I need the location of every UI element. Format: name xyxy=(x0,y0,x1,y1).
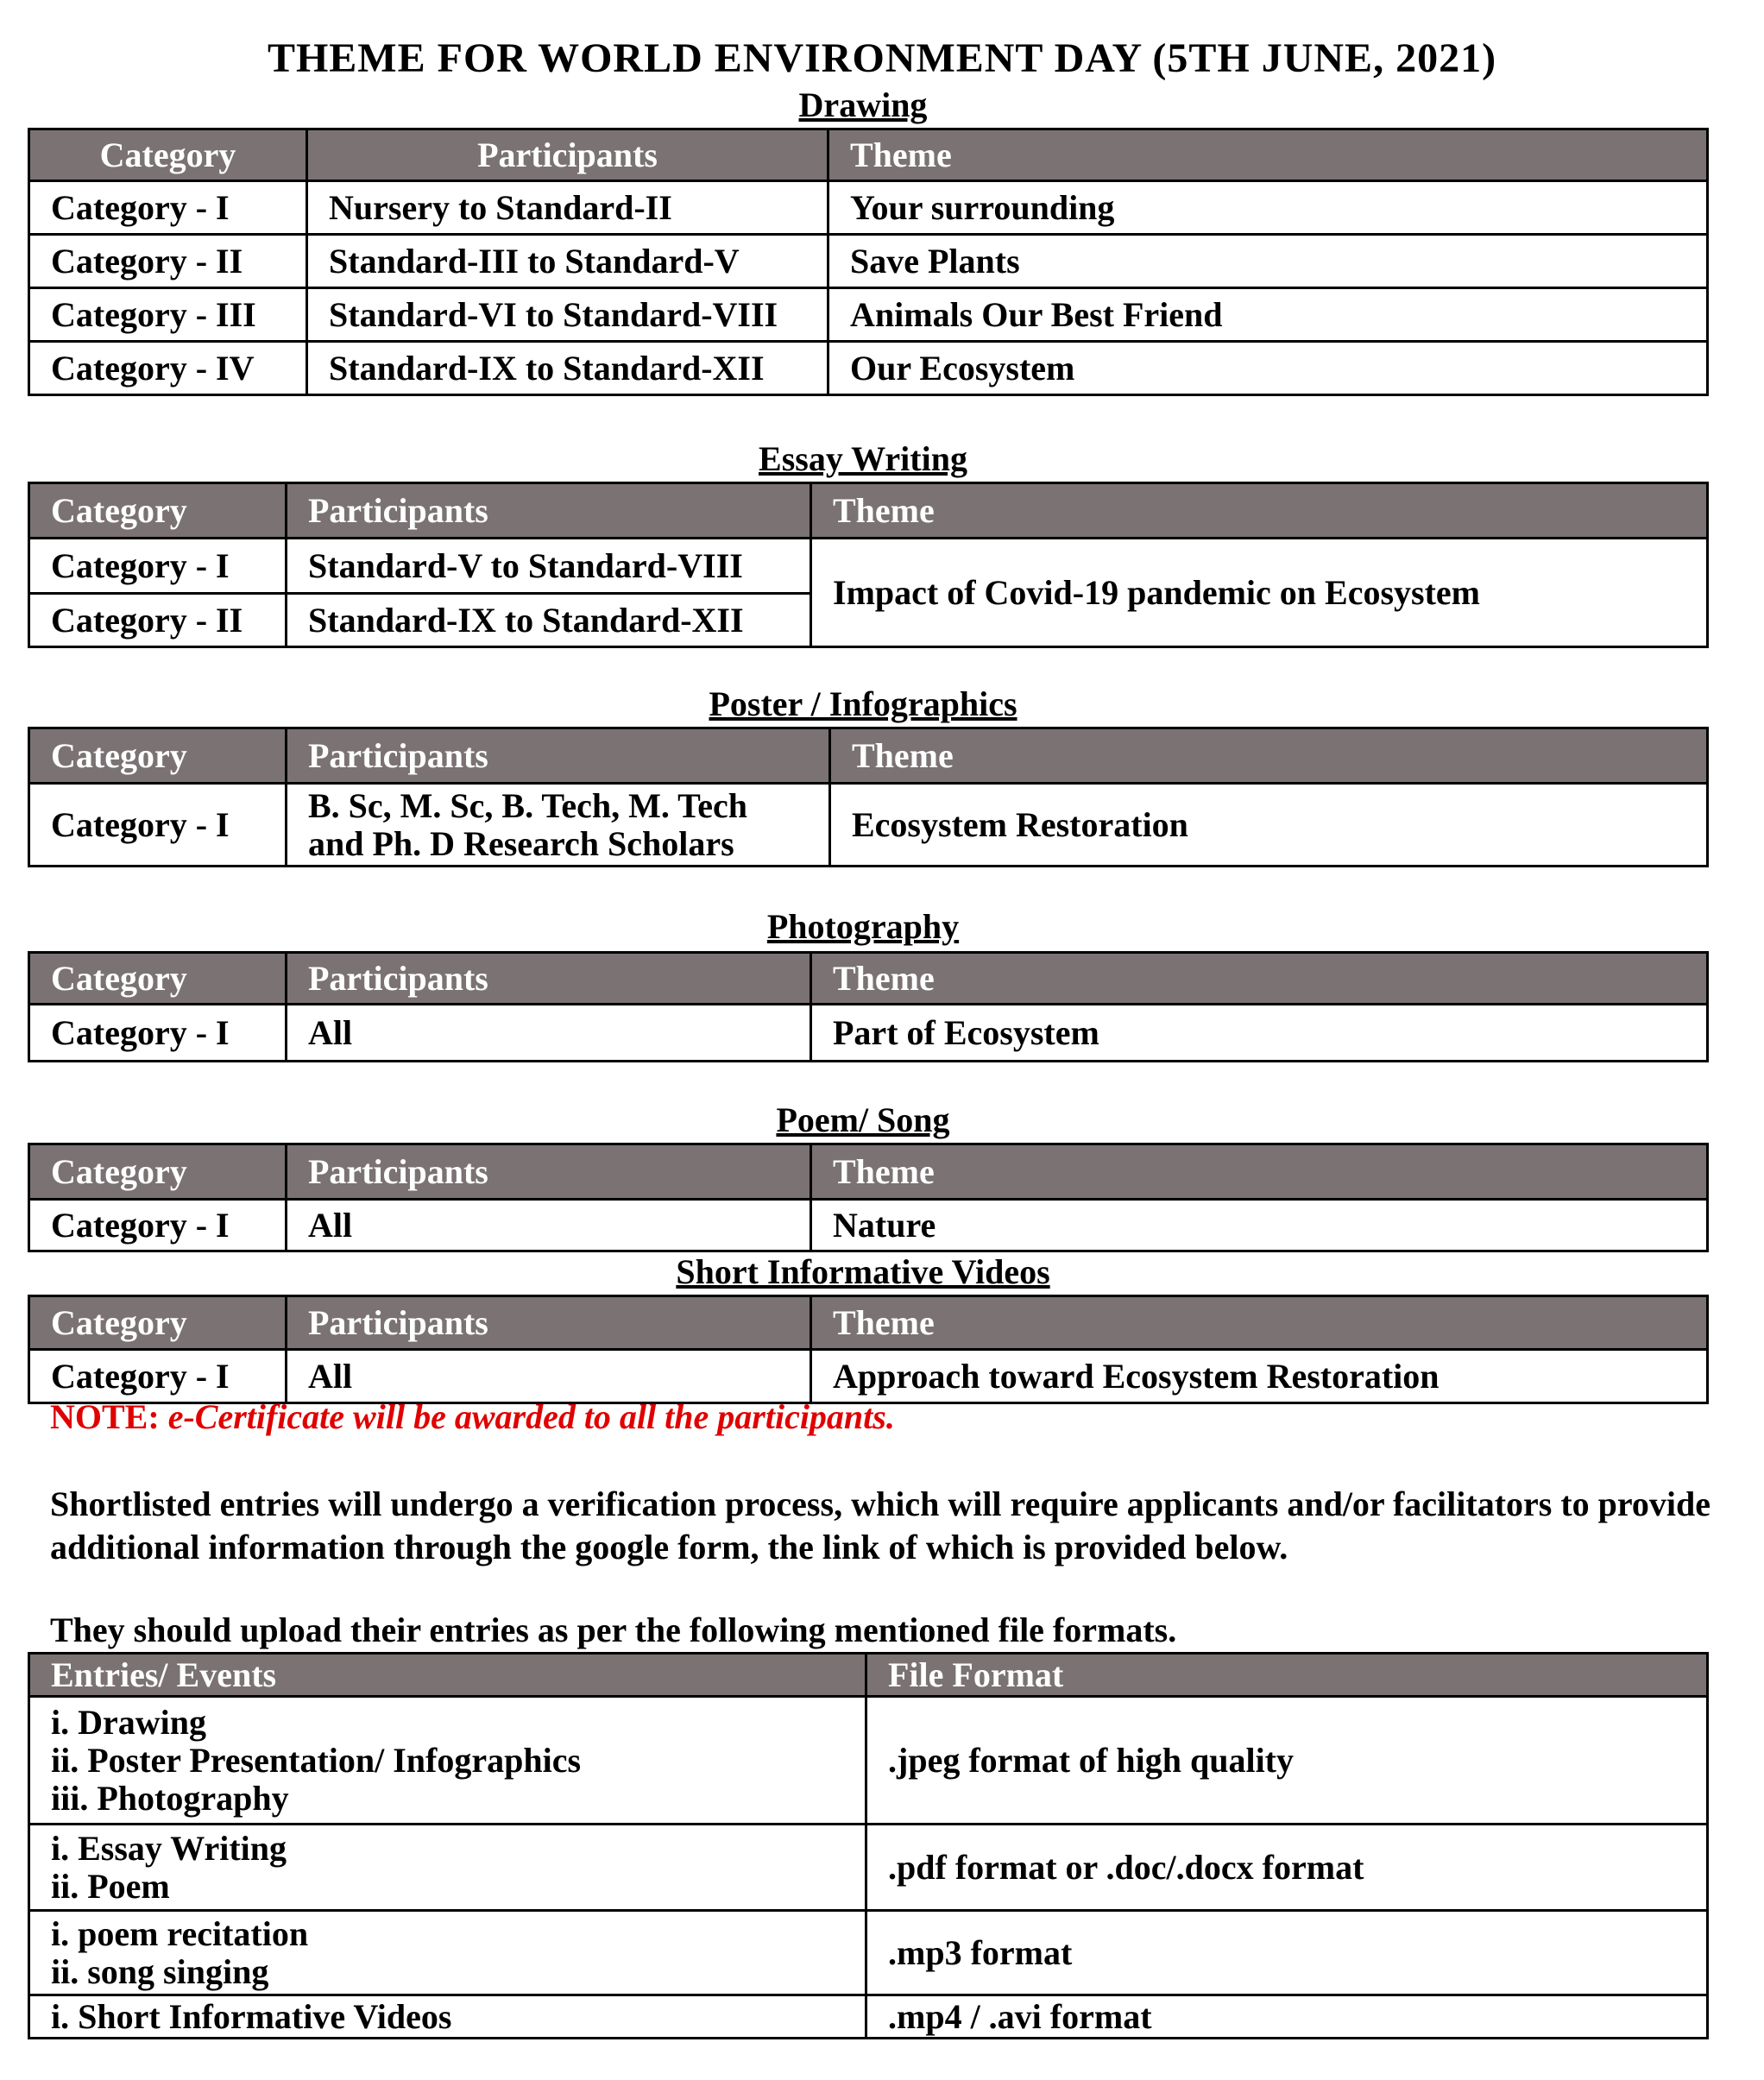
table-row xyxy=(29,539,1708,594)
table-row xyxy=(29,1911,1708,1995)
upload-instruction: They should upload their entries as per the following mentioned file formats. xyxy=(50,1610,1177,1649)
entry-line: ii. Poem xyxy=(51,1866,170,1906)
header-participants: Participants xyxy=(287,1144,811,1200)
participants-cell: Standard-III to Standard-V xyxy=(307,235,828,288)
essay-table xyxy=(28,482,1709,648)
table-header-row xyxy=(29,483,1708,539)
table-row xyxy=(29,1825,1708,1911)
table-row xyxy=(29,342,1708,395)
participants-cell: Standard-V to Standard-VIII xyxy=(287,539,811,594)
videos-heading: Short Informative Videos xyxy=(676,1252,1050,1291)
header-participants: Participants xyxy=(287,483,811,539)
table-header-row xyxy=(29,953,1708,1005)
header-category: Category xyxy=(29,1144,287,1200)
header-theme: Theme xyxy=(811,483,1708,539)
entry-line: i. Drawing xyxy=(51,1702,206,1742)
poem-heading: Poem/ Song xyxy=(776,1100,950,1139)
theme-cell: Your surrounding xyxy=(828,181,1708,235)
category-cell: Category - I xyxy=(29,784,287,867)
theme-cell: Approach toward Ecosystem Restoration xyxy=(811,1350,1708,1403)
category-cell: Category - I xyxy=(29,1350,287,1403)
entries-cell xyxy=(29,1697,866,1825)
table-header-row xyxy=(29,1144,1708,1200)
format-cell: .pdf format or .doc/.docx format xyxy=(866,1825,1708,1911)
participants-cell: Standard-VI to Standard-VIII xyxy=(307,288,828,342)
essay-heading: Essay Writing xyxy=(759,439,967,478)
entry-line: ii. song singing xyxy=(51,1951,269,1991)
table-row xyxy=(29,235,1708,288)
header-theme: Theme xyxy=(811,953,1708,1005)
theme-cell: Save Plants xyxy=(828,235,1708,288)
entries-cell xyxy=(29,1911,866,1995)
theme-cell: Nature xyxy=(811,1200,1708,1251)
category-cell: Category - II xyxy=(29,594,287,647)
table-row xyxy=(29,288,1708,342)
header-category: Category xyxy=(29,129,307,181)
category-cell: Category - II xyxy=(29,235,307,288)
header-participants: Participants xyxy=(287,728,830,784)
participants-line: B. Sc, M. Sc, B. Tech, M. Tech xyxy=(308,785,747,825)
entry-line: iii. Photography xyxy=(51,1778,289,1818)
drawing-heading: Drawing xyxy=(798,85,928,124)
table-header-row xyxy=(29,728,1708,784)
theme-cell: Ecosystem Restoration xyxy=(830,784,1708,867)
participants-cell: All xyxy=(287,1200,811,1251)
table-header-row xyxy=(29,1296,1708,1350)
table-row xyxy=(29,784,1708,867)
category-cell: Category - I xyxy=(29,1005,287,1062)
page-title: THEME FOR WORLD ENVIRONMENT DAY (5TH JUNE, 2021) xyxy=(267,35,1497,81)
format-cell: .mp4 / .avi format xyxy=(866,1995,1708,2039)
table-row xyxy=(29,1350,1708,1403)
table-row xyxy=(29,181,1708,235)
photography-heading: Photography xyxy=(766,907,960,946)
participants-cell: All xyxy=(287,1350,811,1403)
poster-table xyxy=(28,727,1709,867)
format-cell: .jpeg format of high quality xyxy=(866,1697,1708,1825)
note-text: e-Certificate will be awarded to all the participants. xyxy=(167,1397,895,1436)
participants-line: and Ph. D Research Scholars xyxy=(308,823,734,863)
drawing-table xyxy=(28,128,1709,396)
entry-line: ii. Poster Presentation/ Infographics xyxy=(51,1740,582,1780)
entry-line: i. Essay Writing xyxy=(51,1828,287,1868)
table-row xyxy=(29,1995,1708,2039)
table-header-row xyxy=(29,129,1708,181)
note-label: NOTE: xyxy=(50,1397,160,1436)
category-cell: Category - I xyxy=(29,1200,287,1251)
category-cell: Category - IV xyxy=(29,342,307,395)
entry-line: i. poem recitation xyxy=(51,1913,309,1953)
table-header-row xyxy=(29,1654,1708,1697)
participants-cell: All xyxy=(287,1005,811,1062)
header-participants: Participants xyxy=(287,953,811,1005)
theme-cell: Our Ecosystem xyxy=(828,342,1708,395)
theme-cell: Part of Ecosystem xyxy=(811,1005,1708,1062)
theme-cell: Animals Our Best Friend xyxy=(828,288,1708,342)
poem-table xyxy=(28,1143,1709,1252)
header-theme: Theme xyxy=(830,728,1708,784)
header-participants: Participants xyxy=(287,1296,811,1350)
photography-table xyxy=(28,951,1709,1062)
table-row xyxy=(29,1005,1708,1062)
header-participants: Participants xyxy=(307,129,828,181)
category-cell: Category - I xyxy=(29,181,307,235)
certificate-note xyxy=(50,1396,895,1437)
participants-cell xyxy=(287,784,830,867)
participants-cell: Standard-IX to Standard-XII xyxy=(307,342,828,395)
entries-cell xyxy=(29,1995,866,2039)
header-entries: Entries/ Events xyxy=(29,1654,866,1697)
participants-cell: Nursery to Standard-II xyxy=(307,181,828,235)
category-cell: Category - III xyxy=(29,288,307,342)
header-file-format: File Format xyxy=(866,1654,1708,1697)
format-cell: .mp3 format xyxy=(866,1911,1708,1995)
header-category: Category xyxy=(29,728,287,784)
participants-cell: Standard-IX to Standard-XII xyxy=(287,594,811,647)
table-row xyxy=(29,1200,1708,1251)
header-category: Category xyxy=(29,1296,287,1350)
verification-paragraph: Shortlisted entries will undergo a verification process, which will require applicants and/or facilitators to provide additional information through the google form, the link of which is provided below. xyxy=(50,1484,1711,1566)
videos-table xyxy=(28,1295,1709,1404)
poster-heading: Poster / Infographics xyxy=(709,684,1017,723)
entries-cell xyxy=(29,1825,866,1911)
header-theme: Theme xyxy=(811,1144,1708,1200)
table-row xyxy=(29,1697,1708,1825)
header-theme: Theme xyxy=(811,1296,1708,1350)
file-format-table xyxy=(28,1652,1709,2039)
category-cell: Category - I xyxy=(29,539,287,594)
header-category: Category xyxy=(29,953,287,1005)
theme-cell: Impact of Covid-19 pandemic on Ecosystem xyxy=(811,539,1708,647)
header-theme: Theme xyxy=(828,129,1708,181)
header-category: Category xyxy=(29,483,287,539)
entry-line: i. Short Informative Videos xyxy=(51,1996,452,2036)
